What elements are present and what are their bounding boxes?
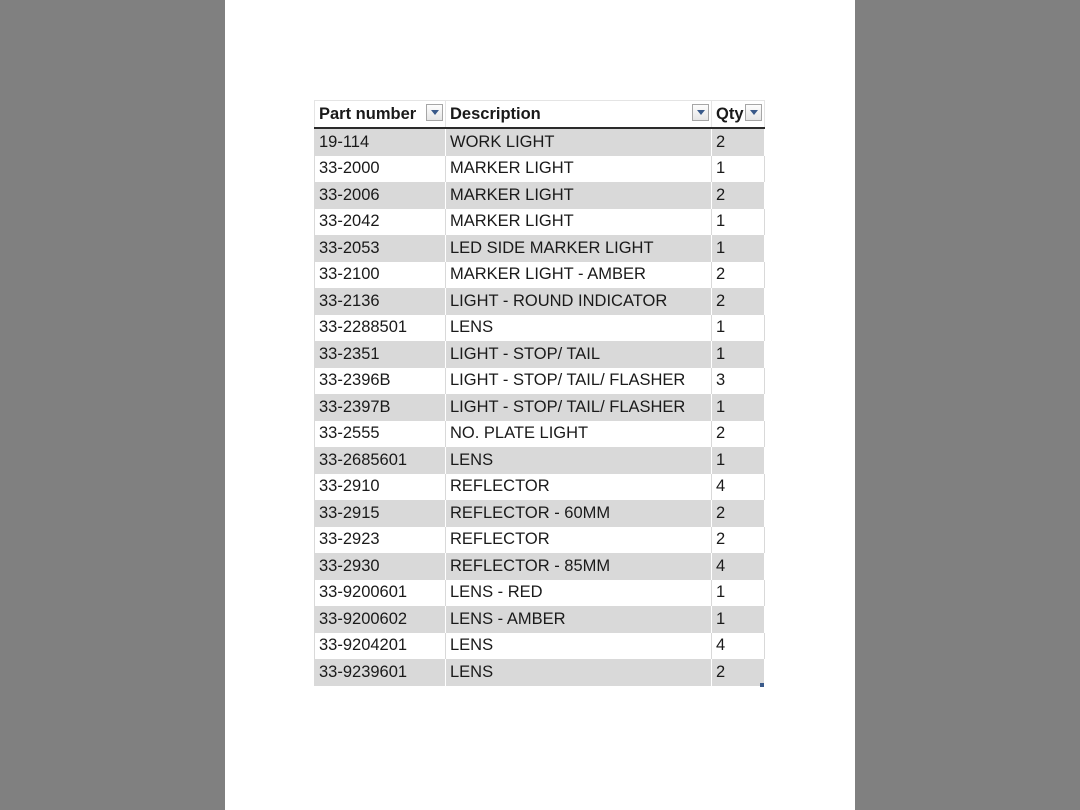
cell-part-number[interactable]: 33-2000 — [315, 156, 446, 183]
document-page — [225, 0, 855, 810]
cell-qty[interactable]: 2 — [712, 500, 765, 527]
cell-qty[interactable]: 4 — [712, 633, 765, 660]
cell-part-number[interactable]: 33-2923 — [315, 527, 446, 554]
cell-qty[interactable]: 3 — [712, 368, 765, 395]
cell-qty[interactable]: 1 — [712, 156, 765, 183]
cell-part-number[interactable]: 33-2100 — [315, 262, 446, 289]
cell-part-number[interactable]: 33-2288501 — [315, 315, 446, 342]
cell-qty[interactable]: 2 — [712, 182, 765, 209]
table-row — [315, 474, 765, 501]
cell-qty[interactable]: 1 — [712, 394, 765, 421]
cell-description[interactable]: LENS — [446, 315, 712, 342]
cell-description[interactable]: NO. PLATE LIGHT — [446, 421, 712, 448]
cell-description[interactable]: LENS — [446, 633, 712, 660]
cell-description[interactable]: LED SIDE MARKER LIGHT — [446, 235, 712, 262]
parts-table-container — [314, 100, 764, 686]
table-row — [315, 421, 765, 448]
filter-dropdown-icon[interactable] — [426, 104, 443, 121]
cell-part-number[interactable]: 33-2396B — [315, 368, 446, 395]
cell-description[interactable]: LENS — [446, 447, 712, 474]
column-header-label: Description — [450, 104, 541, 123]
cell-qty[interactable]: 2 — [712, 659, 765, 686]
table-row — [315, 341, 765, 368]
cell-qty[interactable]: 1 — [712, 580, 765, 607]
table-row — [315, 659, 765, 686]
cell-qty[interactable]: 2 — [712, 262, 765, 289]
cell-part-number[interactable]: 33-2397B — [315, 394, 446, 421]
cell-part-number[interactable]: 33-2053 — [315, 235, 446, 262]
cell-description[interactable]: LENS — [446, 659, 712, 686]
cell-description[interactable]: REFLECTOR - 60MM — [446, 500, 712, 527]
cell-part-number[interactable]: 33-2910 — [315, 474, 446, 501]
cell-qty[interactable]: 1 — [712, 235, 765, 262]
table-row — [315, 394, 765, 421]
cell-description[interactable]: LIGHT - STOP/ TAIL — [446, 341, 712, 368]
parts-table — [314, 100, 765, 686]
cell-description[interactable]: REFLECTOR — [446, 474, 712, 501]
cell-part-number[interactable]: 33-2042 — [315, 209, 446, 236]
cell-part-number[interactable]: 33-2930 — [315, 553, 446, 580]
column-header-label: Part number — [319, 104, 417, 123]
table-row — [315, 315, 765, 342]
cell-description[interactable]: REFLECTOR — [446, 527, 712, 554]
cell-description[interactable]: LIGHT - ROUND INDICATOR — [446, 288, 712, 315]
cell-description[interactable]: WORK LIGHT — [446, 128, 712, 156]
cell-qty[interactable]: 4 — [712, 553, 765, 580]
table-row — [315, 527, 765, 554]
table-row — [315, 500, 765, 527]
column-header-part-number — [315, 101, 446, 129]
filter-dropdown-icon[interactable] — [692, 104, 709, 121]
table-row — [315, 156, 765, 183]
resize-handle-icon[interactable] — [760, 683, 764, 687]
cell-description[interactable]: LIGHT - STOP/ TAIL/ FLASHER — [446, 368, 712, 395]
cell-description[interactable]: MARKER LIGHT — [446, 182, 712, 209]
cell-part-number[interactable]: 33-2351 — [315, 341, 446, 368]
cell-qty[interactable]: 2 — [712, 128, 765, 156]
table-row — [315, 553, 765, 580]
table-row — [315, 262, 765, 289]
cell-description[interactable]: MARKER LIGHT - AMBER — [446, 262, 712, 289]
table-row — [315, 235, 765, 262]
cell-qty[interactable]: 2 — [712, 421, 765, 448]
cell-qty[interactable]: 2 — [712, 288, 765, 315]
table-body — [315, 128, 765, 686]
header-row — [315, 101, 765, 129]
table-row — [315, 633, 765, 660]
cell-description[interactable]: LIGHT - STOP/ TAIL/ FLASHER — [446, 394, 712, 421]
cell-qty[interactable]: 1 — [712, 341, 765, 368]
cell-qty[interactable]: 1 — [712, 447, 765, 474]
cell-qty[interactable]: 2 — [712, 527, 765, 554]
cell-part-number[interactable]: 33-9204201 — [315, 633, 446, 660]
cell-qty[interactable]: 1 — [712, 606, 765, 633]
cell-part-number[interactable]: 33-2555 — [315, 421, 446, 448]
cell-part-number[interactable]: 33-2685601 — [315, 447, 446, 474]
cell-part-number[interactable]: 33-2915 — [315, 500, 446, 527]
table-row — [315, 128, 765, 156]
cell-part-number[interactable]: 33-9200601 — [315, 580, 446, 607]
table-row — [315, 209, 765, 236]
cell-part-number[interactable]: 33-9239601 — [315, 659, 446, 686]
filter-dropdown-icon[interactable] — [745, 104, 762, 121]
cell-description[interactable]: LENS - RED — [446, 580, 712, 607]
table-row — [315, 182, 765, 209]
column-header-label: Qty — [716, 104, 744, 123]
table-row — [315, 606, 765, 633]
cell-qty[interactable]: 1 — [712, 209, 765, 236]
cell-qty[interactable]: 1 — [712, 315, 765, 342]
table-row — [315, 447, 765, 474]
table-row — [315, 580, 765, 607]
table-row — [315, 288, 765, 315]
table-row — [315, 368, 765, 395]
cell-part-number[interactable]: 19-114 — [315, 128, 446, 156]
cell-part-number[interactable]: 33-2006 — [315, 182, 446, 209]
cell-part-number[interactable]: 33-9200602 — [315, 606, 446, 633]
cell-description[interactable]: REFLECTOR - 85MM — [446, 553, 712, 580]
cell-description[interactable]: MARKER LIGHT — [446, 209, 712, 236]
cell-qty[interactable]: 4 — [712, 474, 765, 501]
column-header-qty — [712, 101, 765, 129]
cell-description[interactable]: LENS - AMBER — [446, 606, 712, 633]
cell-part-number[interactable]: 33-2136 — [315, 288, 446, 315]
column-header-description — [446, 101, 712, 129]
cell-description[interactable]: MARKER LIGHT — [446, 156, 712, 183]
